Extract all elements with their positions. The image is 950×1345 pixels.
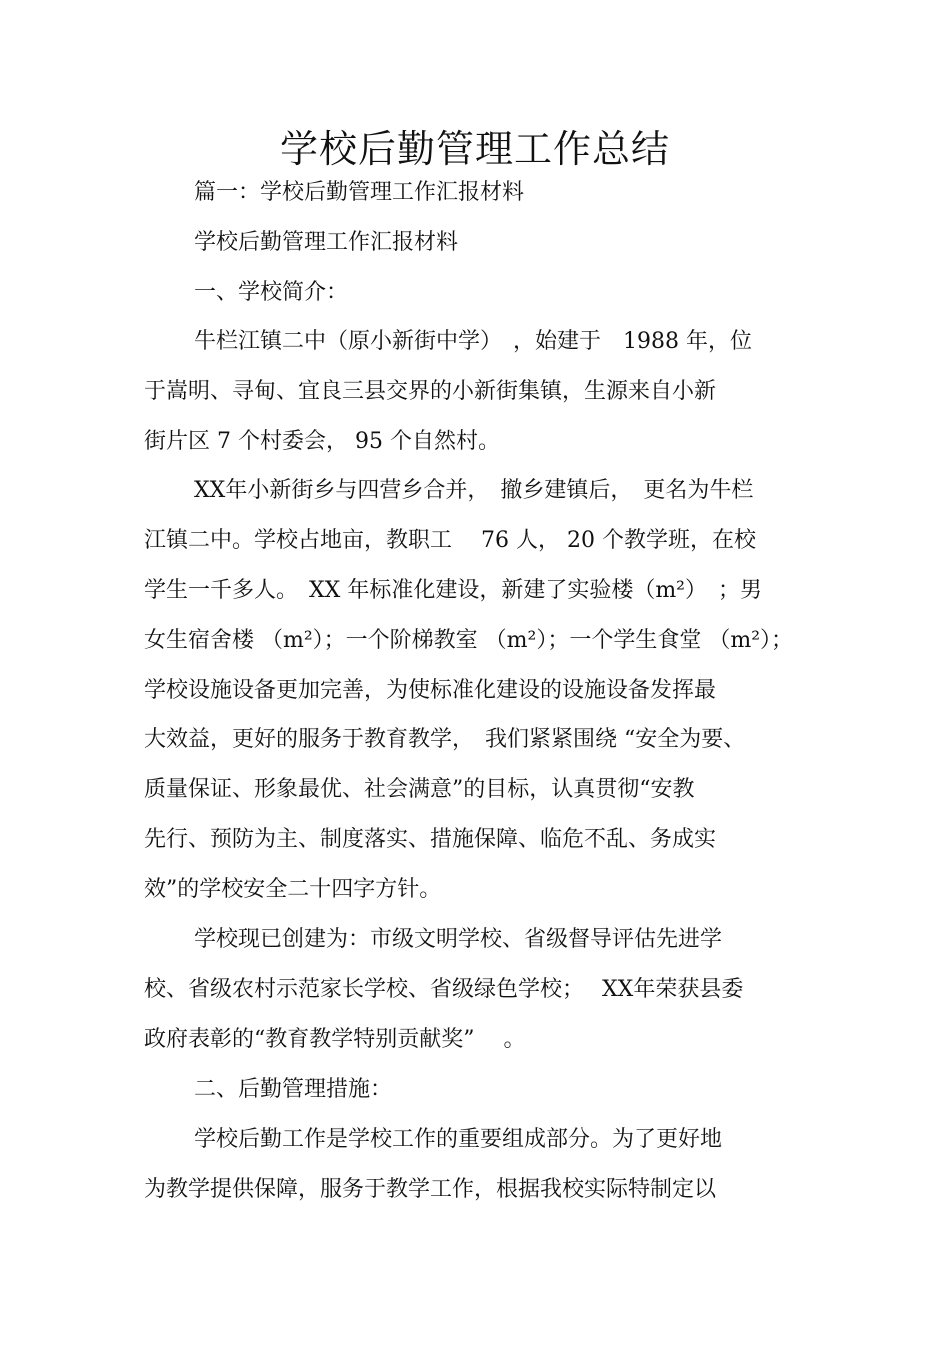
text-line-13: 质量保证、形象最优、社会满意”的目标，认真贯彻“安教 [144,777,695,802]
text-line-11: 学校设施设备更加完善，为使标准化建设的设施设备发挥最 [144,678,717,703]
text-line-12: 大效益，更好的服务于教育教学， 我们紧紧围绕 “安全为要、 [144,727,746,752]
text-line-6: 街片区 7 个村委会， 95 个自然村。 [144,429,500,454]
text-line-17: 校、省级农村示范家长学校、省级绿色学校； XX年荣获县委 [144,977,744,1002]
text-line-1: 篇一：学校后勤管理工作汇报材料 [194,180,525,205]
text-line-10: 女生宿舍楼 （m²）；一个阶梯教室 （m²）；一个学生食堂 （m²）； [144,628,794,653]
text-line-3: 一、学校简介： [194,280,349,305]
text-line-16: 学校现已创建为：市级文明学校、省级督导评估先进学 [194,927,723,952]
text-line-9: 学生一千多人。 XX 年标准化建设，新建了实验楼（m²） ；男 [144,578,763,603]
text-line-18: 政府表彰的“教育教学特别贡献奖” 。 [144,1027,526,1052]
text-line-19: 二、后勤管理措施： [194,1077,393,1102]
text-line-21: 为教学提供保障，服务于教学工作，根据我校实际特制定以 [144,1177,717,1202]
text-line-4: 牛栏江镇二中（原小新街中学） ，始建于 1988 年，位 [194,329,752,354]
text-line-15: 效”的学校安全二十四字方针。 [144,877,442,902]
document-title: 学校后勤管理工作总结 [279,127,670,171]
text-line-8: 江镇二中。学校占地亩，教职工 76 人， 20 个教学班，在校 [144,528,756,553]
text-line-5: 于嵩明、寻甸、宜良三县交界的小新街集镇，生源来自小新 [144,379,717,404]
text-line-7: XX年小新街乡与四营乡合并， 撤乡建镇后， 更名为牛栏 [194,478,754,503]
text-line-14: 先行、预防为主、制度落实、措施保障、临危不乱、务成实 [144,827,717,852]
text-line-20: 学校后勤工作是学校工作的重要组成部分。为了更好地 [194,1127,723,1152]
text-line-2: 学校后勤管理工作汇报材料 [194,230,459,255]
